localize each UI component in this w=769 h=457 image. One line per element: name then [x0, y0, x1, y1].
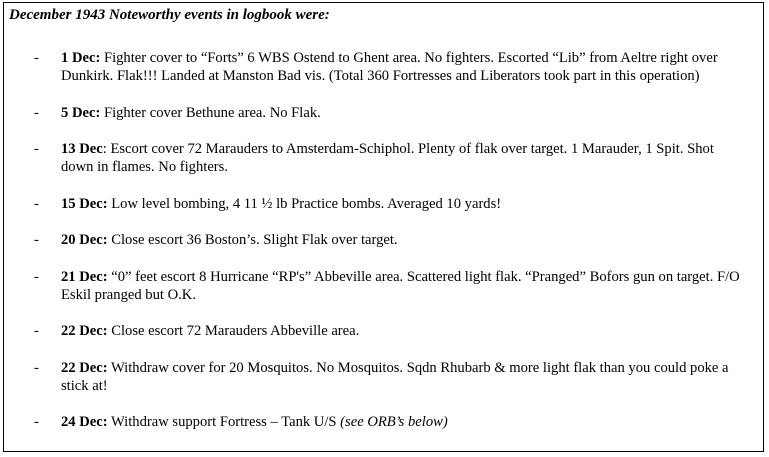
- event-date: 1 Dec:: [61, 50, 101, 66]
- event-date: 22 Dec:: [61, 323, 108, 339]
- event-date: 21 Dec:: [61, 268, 108, 285]
- bullet-dash: -: [34, 232, 39, 248]
- event-item: [4, 140, 763, 176]
- bullet-dash: -: [34, 414, 39, 430]
- event-item: [4, 49, 763, 85]
- event-list: [4, 49, 763, 450]
- event-date: 5 Dec:: [61, 104, 101, 121]
- event-item: [4, 359, 763, 395]
- bullet-dash: -: [34, 323, 39, 339]
- event-date: 13 Dec: [61, 141, 103, 157]
- event-text: Fighter cover to “Forts” 6 WBS Ostend to Ghent area. No fighters. Escorted “Lib” from Aeltre right over Dunkirk. Flak!!! Landed at Manston Bad vis. (Total 360 Fortresses and Liberators took part in this operation): [61, 50, 718, 84]
- event-item: [4, 268, 763, 304]
- bullet-dash: -: [34, 268, 39, 285]
- event-item: [4, 195, 763, 213]
- event-text: Withdraw support Fortress – Tank U/S: [107, 414, 341, 430]
- bullet-dash: -: [34, 50, 39, 66]
- event-text: : Escort cover 72 Marauders to Amsterdam-Schiphol. Plenty of flak over target. 1 Marauder, 1 Spit. Shot down in flames. No fighters.: [61, 141, 714, 175]
- event-text: “0” feet escort 8 Hurricane “RP's” Abbeville area. Scattered light flak. “Pranged” Bofors gun on target. F/O Eskil pranged but O.K.: [61, 268, 740, 303]
- event-item: [4, 322, 763, 340]
- event-date: 24 Dec:: [61, 414, 108, 430]
- bullet-dash: -: [34, 359, 39, 376]
- bullet-dash: -: [34, 195, 39, 212]
- event-item: [4, 104, 763, 122]
- event-date: 20 Dec:: [61, 232, 108, 248]
- event-date: 15 Dec:: [61, 195, 108, 212]
- event-item: [4, 413, 763, 431]
- event-item: [4, 231, 763, 249]
- event-note: (see ORB’s below): [340, 414, 448, 430]
- event-text: Close escort 36 Boston’s. Slight Flak over target.: [107, 232, 398, 248]
- event-text: Withdraw cover for 20 Mosquitos. No Mosquitos. Sqdn Rhubarb & more light flak than you could poke a stick at!: [61, 359, 729, 394]
- event-date: 22 Dec:: [61, 359, 108, 376]
- bullet-dash: -: [34, 104, 39, 121]
- event-text: Low level bombing, 4 11 ½ lb Practice bombs. Averaged 10 yards!: [107, 195, 502, 212]
- event-text: Close escort 72 Marauders Abbeville area.: [107, 323, 360, 339]
- document-title: December 1943 Noteworthy events in logbook were:: [9, 7, 330, 23]
- document-frame: [3, 2, 764, 452]
- bullet-dash: -: [34, 141, 39, 157]
- event-text: Fighter cover Bethune area. No Flak.: [100, 104, 321, 121]
